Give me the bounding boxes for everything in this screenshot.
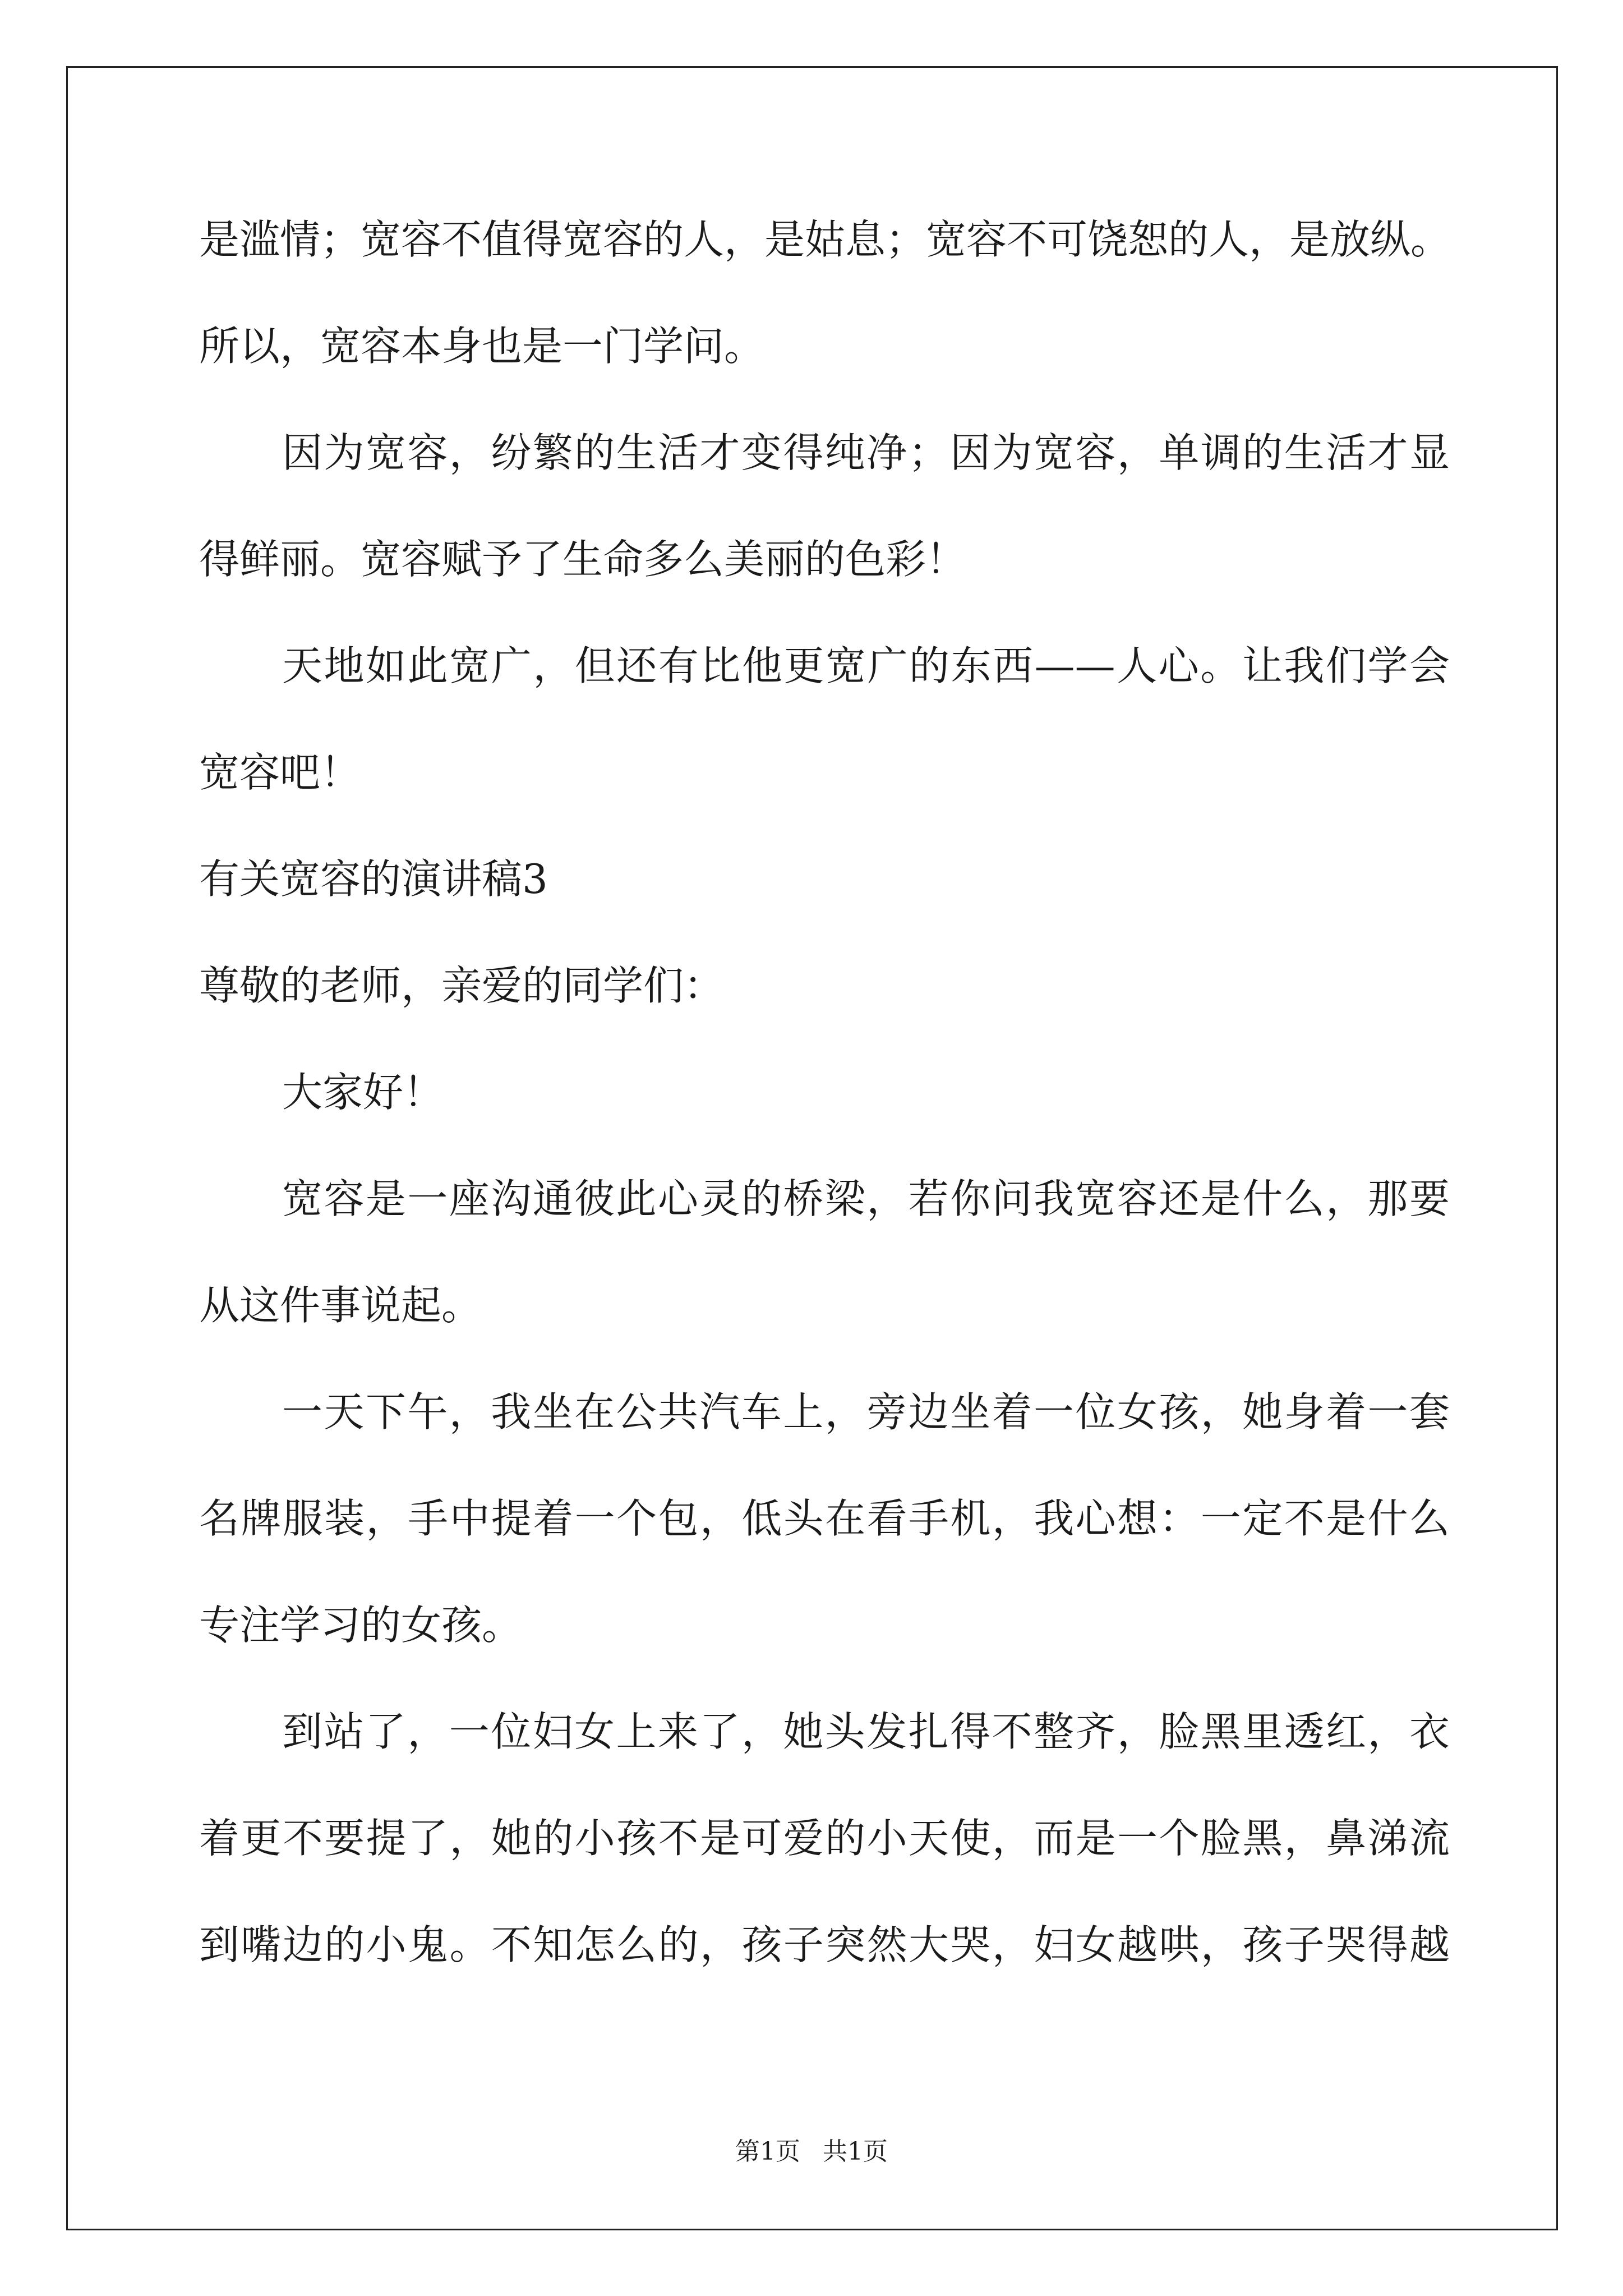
text-line: 一天下午，我坐在公共汽车上，旁边坐着一位女孩，她身着一套 <box>282 1388 1450 1435</box>
text-line: 得鲜丽。宽容赋予了生命多么美丽的色彩！ <box>199 536 967 583</box>
text-line: 从这件事说起。 <box>199 1282 482 1329</box>
text-line: 到嘴边的小鬼。不知怎么的，孩子突然大哭，妇女越哄，孩子哭得越 <box>199 1921 1450 1968</box>
text-line: 宽容是一座沟通彼此心灵的桥梁，若你问我宽容还是什么，那要 <box>282 1175 1450 1222</box>
text-line: 天地如此宽广，但还有比他更宽广的东西——人心。让我们学会 <box>282 642 1450 689</box>
salutation: 尊敬的老师，亲爱的同学们： <box>199 962 725 1009</box>
text-line: 所以，宽容本身也是一门学问。 <box>199 323 765 370</box>
text-line: 因为宽容，纷繁的生活才变得纯净；因为宽容，单调的生活才显 <box>282 429 1450 476</box>
section-heading: 有关宽容的演讲稿3 <box>199 855 548 903</box>
text-line: 到站了，一位妇女上来了，她头发扎得不整齐，脸黑里透红，衣 <box>282 1708 1450 1755</box>
greeting: 大家好！ <box>282 1069 444 1116</box>
text-line: 专注学习的女孩。 <box>199 1602 523 1649</box>
document-body <box>199 210 1450 2022</box>
text-line: 着更不要提了，她的小孩不是可爱的小天使，而是一个脸黑，鼻涕流 <box>199 1815 1450 1862</box>
page-footer <box>0 2135 1623 2169</box>
page-number-total: 共1页 <box>823 2137 888 2166</box>
page-number-current: 第1页 <box>735 2137 800 2166</box>
text-line: 名牌服装，手中提着一个包，低头在看手机，我心想：一定不是什么 <box>199 1495 1450 1542</box>
text-line: 宽容吧！ <box>199 749 361 796</box>
text-line: 是滥情；宽容不值得宽容的人，是姑息；宽容不可饶恕的人，是放纵。 <box>199 216 1451 263</box>
